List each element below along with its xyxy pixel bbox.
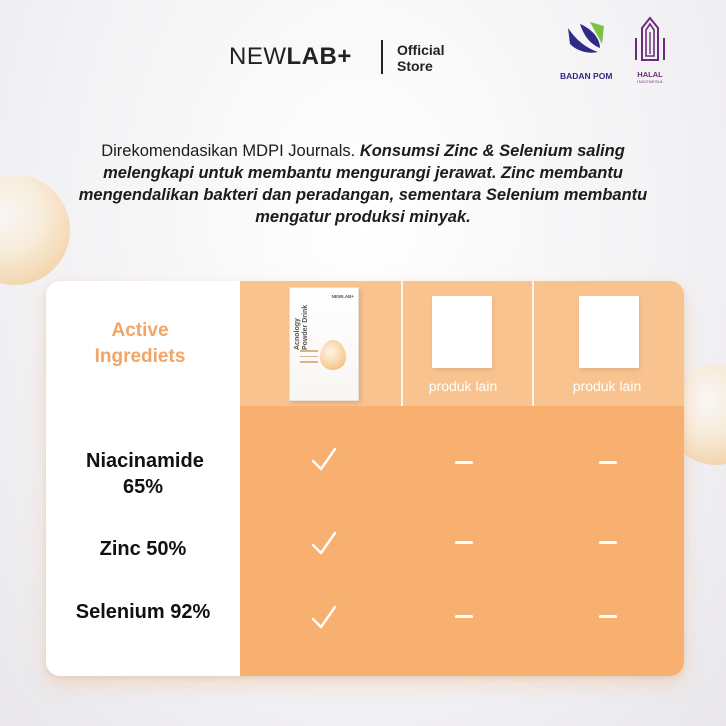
row-label-niacinamide: Niacinamide 65% xyxy=(86,450,204,498)
halal-icon xyxy=(630,16,670,66)
other-product-box-1 xyxy=(432,296,492,368)
dash-icon xyxy=(599,461,617,464)
brand-light: NEW xyxy=(229,43,287,70)
halal-label: HALAL xyxy=(637,70,663,79)
other-product-label-2: produk lain xyxy=(572,378,642,394)
badan-pom-label: BADAN POM xyxy=(560,71,613,81)
product-name: Acnology Powder Drink xyxy=(294,304,309,350)
active-ingredients-heading: Active Ingrediets xyxy=(94,320,186,367)
badan-pom-logo xyxy=(560,18,613,81)
other-product-box-2 xyxy=(579,296,639,368)
halal-sub-label: INDONESIA xyxy=(637,79,663,84)
other-product-label-1: produk lain xyxy=(428,378,498,394)
dash-icon xyxy=(455,541,473,544)
badan-pom-icon xyxy=(560,18,610,66)
description-emphasis: Konsumsi Zinc & Selenium saling melengkapi untuk membantu mengurangi jerawat. Zinc membantu mengendalikan bakteri dan peradangan, sementara Selenium membantu mengatur produksi minyak. xyxy=(78,142,648,226)
brand-divider xyxy=(381,40,383,74)
check-icon xyxy=(309,603,339,633)
description-plain: Direkomendasikan MDPI Journals. xyxy=(101,142,360,160)
dash-icon xyxy=(455,615,473,618)
dash-icon xyxy=(599,541,617,544)
brand-bold: LAB+ xyxy=(286,43,352,70)
comparison-table xyxy=(46,281,684,676)
check-icon xyxy=(309,529,339,559)
halal-logo xyxy=(630,16,670,82)
row-label-selenium: Selenium 92% xyxy=(75,601,211,623)
row-label-zinc: Zinc 50% xyxy=(99,538,187,560)
description-text xyxy=(60,140,666,228)
product-box-image xyxy=(289,287,359,401)
droplet-icon xyxy=(320,340,346,370)
product-lines xyxy=(300,350,318,367)
store-line-2: Store xyxy=(397,58,433,74)
product-brand: NEWLAB+ xyxy=(331,294,354,299)
brand-logo xyxy=(229,43,352,71)
header xyxy=(0,40,726,84)
official-store-label xyxy=(397,42,477,74)
store-line-1: Official xyxy=(397,42,445,58)
dash-icon xyxy=(599,615,617,618)
column-divider xyxy=(532,281,534,406)
check-icon xyxy=(309,445,339,475)
dash-icon xyxy=(455,461,473,464)
